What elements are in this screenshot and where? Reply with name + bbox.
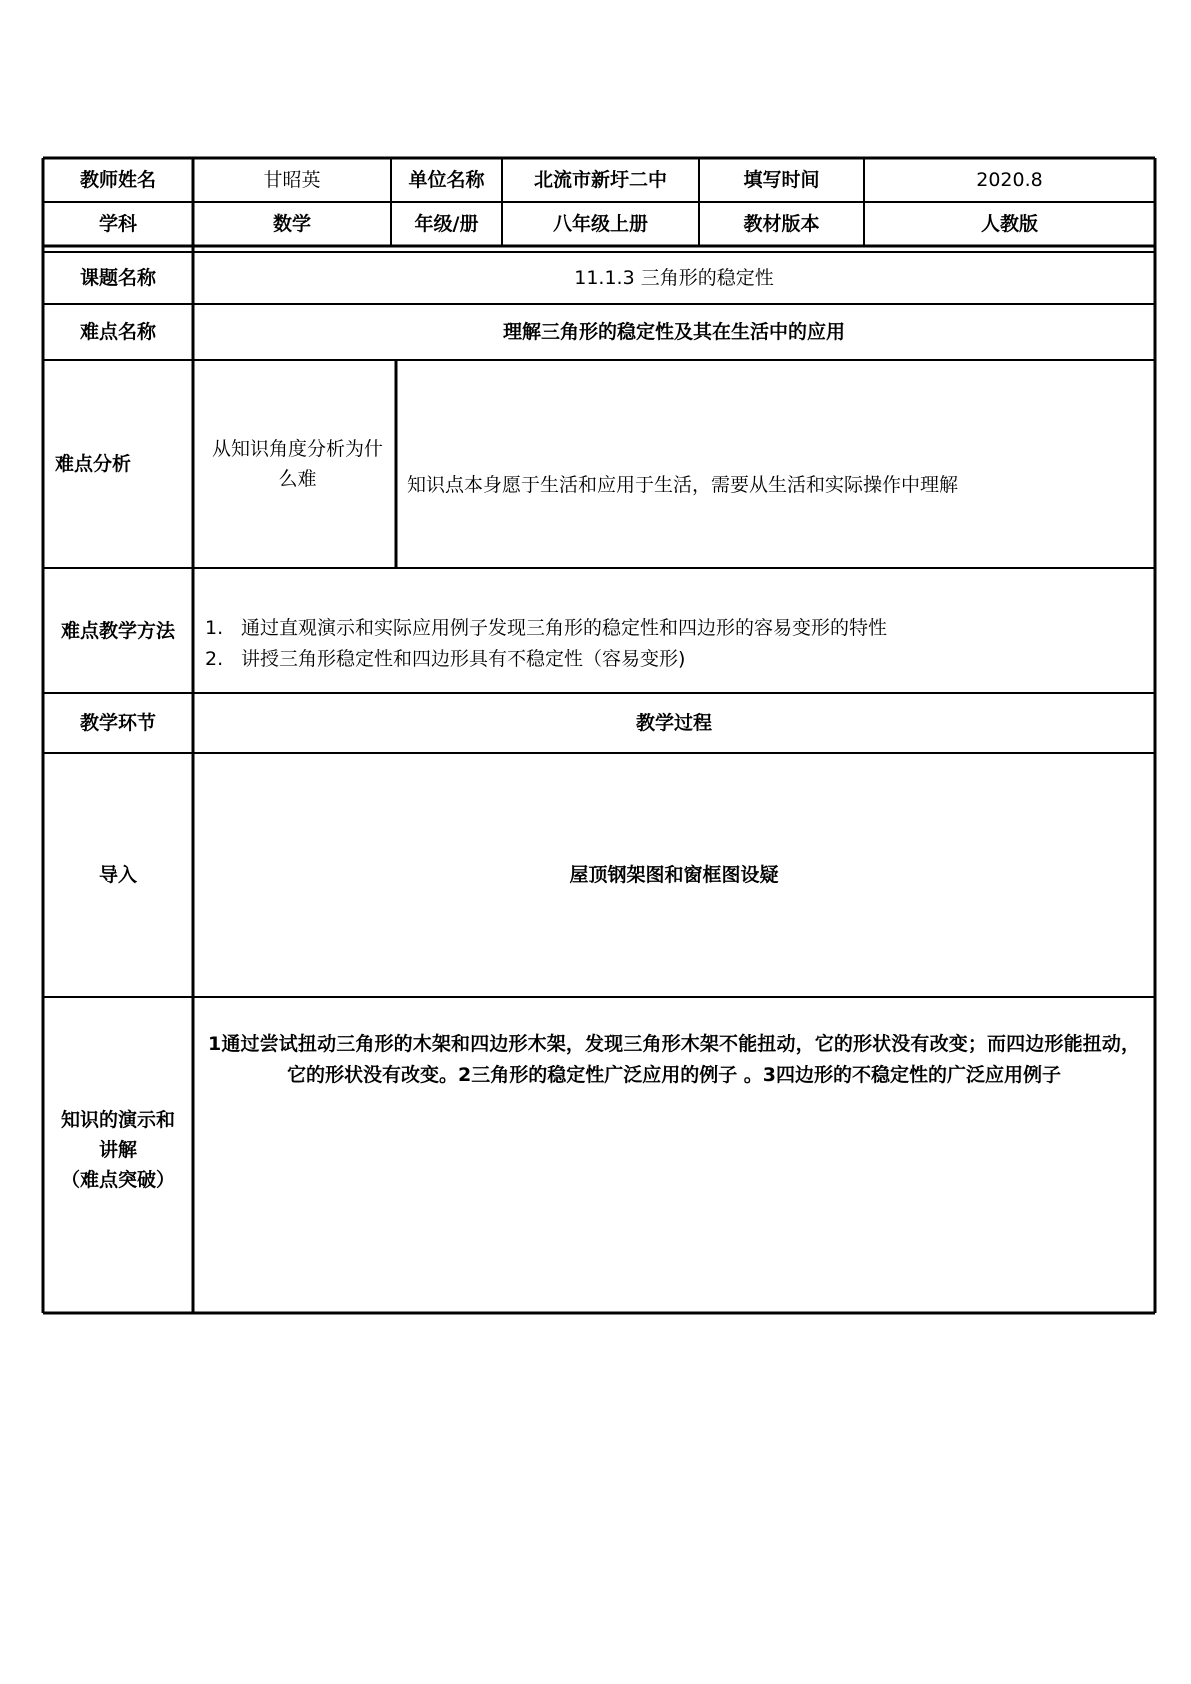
list-item: [205, 613, 1135, 644]
explain-label-line: （难点突破）: [60, 1169, 175, 1191]
subject-label: 学科: [98, 213, 137, 235]
edition-value: 人教版: [980, 213, 1038, 235]
grade-value: 八年级上册: [552, 213, 648, 235]
topic-label: 课题名称: [79, 267, 156, 289]
edition-label: 教材版本: [743, 213, 820, 235]
list-item: [205, 644, 1135, 675]
intro-label: 导入: [98, 864, 137, 886]
fill-date-label: 填写时间: [743, 169, 820, 191]
intro-value: 屋顶钢架图和窗框图设疑: [569, 864, 779, 886]
methods-label: 难点教学方法: [60, 619, 175, 642]
difficulty-label: 难点名称: [79, 321, 156, 343]
explain-label-line: 知识的演示和: [60, 1109, 175, 1131]
unit-name-label: 单位名称: [408, 169, 485, 191]
explain-label-line: 讲解: [98, 1139, 137, 1161]
subject-value: 数学: [272, 213, 311, 235]
fill-date-value: 2020.8: [976, 169, 1043, 191]
analysis-value: 知识点本身愿于生活和应用于生活，需要从生活和实际操作中理解: [407, 474, 959, 496]
analysis-sub-label: 从知识角度分析为什么难: [211, 438, 383, 490]
list-item-number: 1.: [205, 617, 224, 639]
explain-label: [43, 1090, 193, 1210]
teaching-stage-header: 教学环节: [79, 712, 156, 734]
teacher-name-label: 教师姓名: [79, 169, 156, 191]
teacher-name-value: 甘昭英: [263, 169, 321, 191]
teaching-process-header: 教学过程: [635, 712, 712, 734]
list-item-text: 讲授三角形稳定性和四边形具有不稳定性（容易变形): [241, 648, 686, 670]
grade-label: 年级/册: [414, 213, 479, 235]
difficulty-value: 理解三角形的稳定性及其在生活中的应用: [502, 321, 845, 343]
explain-value: 1通过尝试扭动三角形的木架和四边形木架，发现三角形木架不能扭动，它的形状没有改变；而四边形能扭动，它的形状没有改变。2三角形的稳定性广泛应用的例子 。3四边形的不稳定性的广泛应用例子: [208, 1033, 1140, 1086]
analysis-label: 难点分析: [55, 453, 132, 475]
methods-list: [205, 613, 1135, 675]
topic-value: 11.1.3 三角形的稳定性: [574, 267, 774, 289]
unit-name-value: 北流市新圩二中: [533, 169, 667, 191]
list-item-text: 通过直观演示和实际应用例子发现三角形的稳定性和四边形的容易变形的特性: [241, 617, 888, 639]
list-item-number: 2.: [205, 648, 224, 670]
